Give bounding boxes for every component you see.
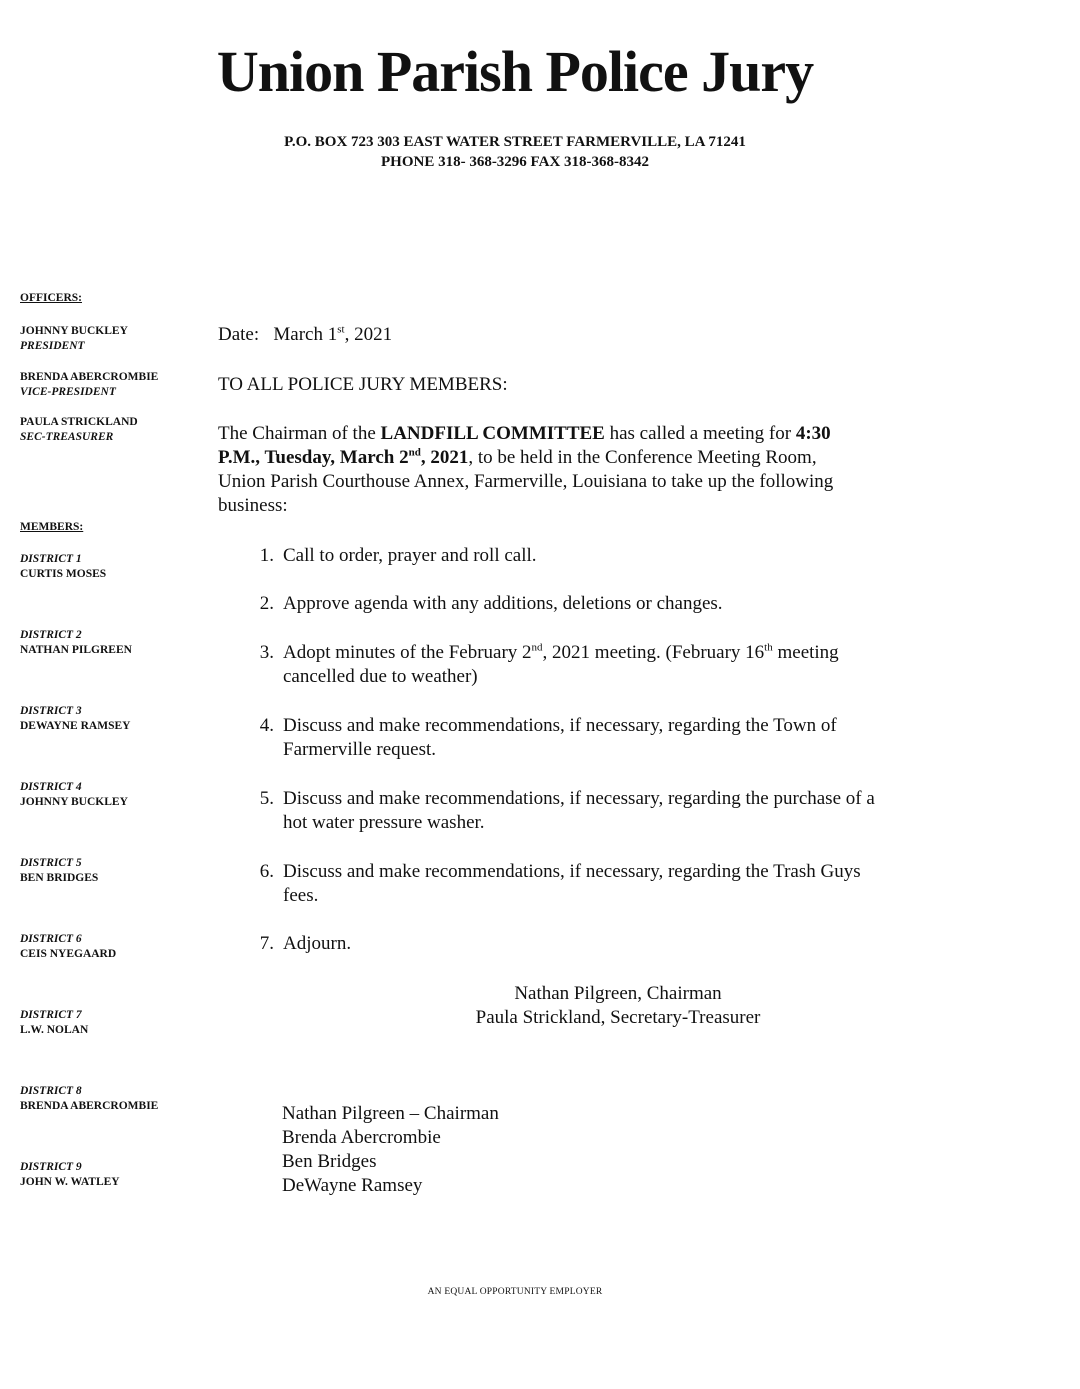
- member-district: DISTRICT 8: [20, 1085, 82, 1097]
- letterhead-title: Union Parish Police Jury: [216, 39, 814, 104]
- committee-member: DeWayne Ramsey: [282, 1175, 423, 1196]
- member-district: DISTRICT 9: [20, 1161, 82, 1173]
- member-district: DISTRICT 5: [20, 857, 82, 869]
- meeting-time: 4:30: [795, 423, 831, 444]
- agenda-number: 4.: [259, 715, 274, 736]
- committee-member: Ben Bridges: [282, 1151, 377, 1172]
- meeting-date-suffix: nd: [408, 446, 421, 459]
- member-name: JOHNNY BUCKLEY: [20, 796, 128, 808]
- member-name: BEN BRIDGES: [20, 872, 99, 884]
- date-suffix: st: [337, 323, 345, 336]
- member-district: DISTRICT 1: [20, 553, 82, 565]
- date-label: Date:: [218, 324, 260, 345]
- member-entry: [20, 552, 106, 582]
- agenda-text: [283, 787, 963, 835]
- officer-entry: [20, 370, 158, 400]
- intro-line: business:: [218, 495, 288, 516]
- agenda-text: Approve agenda with any additions, deletions or changes.: [283, 593, 723, 614]
- agenda-text: Call to order, prayer and roll call.: [283, 545, 537, 566]
- member-name: CEIS NYEGAARD: [20, 948, 117, 960]
- officer-role: SEC-TREASURER: [20, 431, 114, 443]
- intro-line: Union Parish Courthouse Annex, Farmerville, Louisiana to take up the following: [218, 471, 834, 492]
- footer-text: AN EQUAL OPPORTUNITY EMPLOYER: [427, 1287, 603, 1297]
- member-name: JOHN W. WATLEY: [20, 1176, 120, 1188]
- agenda-text: [283, 641, 963, 689]
- member-name: BRENDA ABERCROMBIE: [20, 1100, 159, 1112]
- agenda-line: Discuss and make recommendations, if necessary, regarding the Trash Guys: [283, 861, 861, 882]
- officer-name: JOHNNY BUCKLEY: [20, 325, 128, 337]
- agenda-text-part: , 2021 meeting. (February 16: [542, 642, 765, 663]
- intro-text: The Chairman of the: [218, 423, 381, 444]
- agenda-text: [283, 714, 963, 762]
- agenda-line: Discuss and make recommendations, if necessary, regarding the purchase of a: [283, 788, 875, 809]
- member-entry: [20, 856, 98, 886]
- committee-name: LANDFILL COMMITTEE: [380, 423, 605, 444]
- member-district: DISTRICT 7: [20, 1009, 82, 1021]
- agenda-text-part: cancelled due to weather): [283, 666, 478, 687]
- agenda-number: 3.: [259, 642, 274, 663]
- members-heading: MEMBERS:: [20, 521, 84, 533]
- ordinal-suffix: th: [764, 641, 773, 654]
- officer-name: PAULA STRICKLAND: [20, 416, 138, 428]
- officer-role: PRESIDENT: [20, 340, 85, 352]
- meeting-year: , 2021: [420, 447, 469, 468]
- officer-name: BRENDA ABERCROMBIE: [20, 371, 159, 383]
- officers-heading: OFFICERS:: [20, 292, 82, 304]
- officer-entry: [20, 324, 128, 354]
- agenda-number: 1.: [259, 545, 274, 566]
- letterhead-address: P.O. BOX 723 303 EAST WATER STREET FARMERVILLE, LA 71241: [284, 134, 746, 150]
- date-year: , 2021: [344, 324, 393, 345]
- agenda-number: 7.: [259, 933, 274, 954]
- agenda-text: Adjourn.: [283, 933, 352, 954]
- agenda-text-part: meeting: [772, 642, 839, 663]
- member-district: DISTRICT 6: [20, 933, 82, 945]
- committee-member: Nathan Pilgreen – Chairman: [282, 1103, 499, 1124]
- committee-member: Brenda Abercrombie: [282, 1127, 441, 1148]
- intro-text: , to be held in the Conference Meeting Room,: [468, 447, 817, 468]
- agenda-line: hot water pressure washer.: [283, 812, 485, 833]
- date-month: March 1: [273, 324, 338, 345]
- intro-text: has called a meeting for: [604, 423, 796, 444]
- member-entry: [20, 932, 116, 962]
- agenda-line: fees.: [283, 885, 319, 906]
- member-district: DISTRICT 4: [20, 781, 82, 793]
- member-district: DISTRICT 2: [20, 629, 82, 641]
- officer-entry: [20, 415, 138, 445]
- signature-secretary: Paula Strickland, Secretary-Treasurer: [475, 1007, 761, 1028]
- member-entry: [20, 1160, 120, 1190]
- member-entry: [20, 780, 128, 810]
- member-entry: [20, 704, 130, 734]
- agenda-text: [283, 860, 963, 908]
- salutation: TO ALL POLICE JURY MEMBERS:: [218, 374, 508, 395]
- meeting-date: P.M., Tuesday, March 2: [218, 447, 409, 468]
- agenda-number: 2.: [259, 593, 274, 614]
- member-entry: [20, 628, 132, 658]
- letterhead-phone: PHONE 318- 368-3296 FAX 318-368-8342: [380, 154, 650, 170]
- agenda-line: Farmerville request.: [283, 739, 437, 760]
- officer-role: VICE-PRESIDENT: [20, 386, 116, 398]
- agenda-text-part: Adopt minutes of the February 2: [283, 642, 532, 663]
- signature-chairman: Nathan Pilgreen, Chairman: [514, 983, 722, 1004]
- intro-paragraph: [218, 422, 938, 518]
- member-entry: [20, 1084, 158, 1114]
- agenda-number: 5.: [259, 788, 274, 809]
- member-district: DISTRICT 3: [20, 705, 82, 717]
- letter-date: [218, 323, 392, 347]
- ordinal-suffix: nd: [531, 641, 543, 654]
- member-name: NATHAN PILGREEN: [20, 644, 132, 656]
- member-name: L.W. NOLAN: [20, 1024, 89, 1036]
- agenda-number: 6.: [259, 861, 274, 882]
- member-name: CURTIS MOSES: [20, 568, 107, 580]
- member-name: DEWAYNE RAMSEY: [20, 720, 131, 732]
- committee-members: [282, 1102, 499, 1198]
- agenda-line: Discuss and make recommendations, if necessary, regarding the Town of: [283, 715, 837, 736]
